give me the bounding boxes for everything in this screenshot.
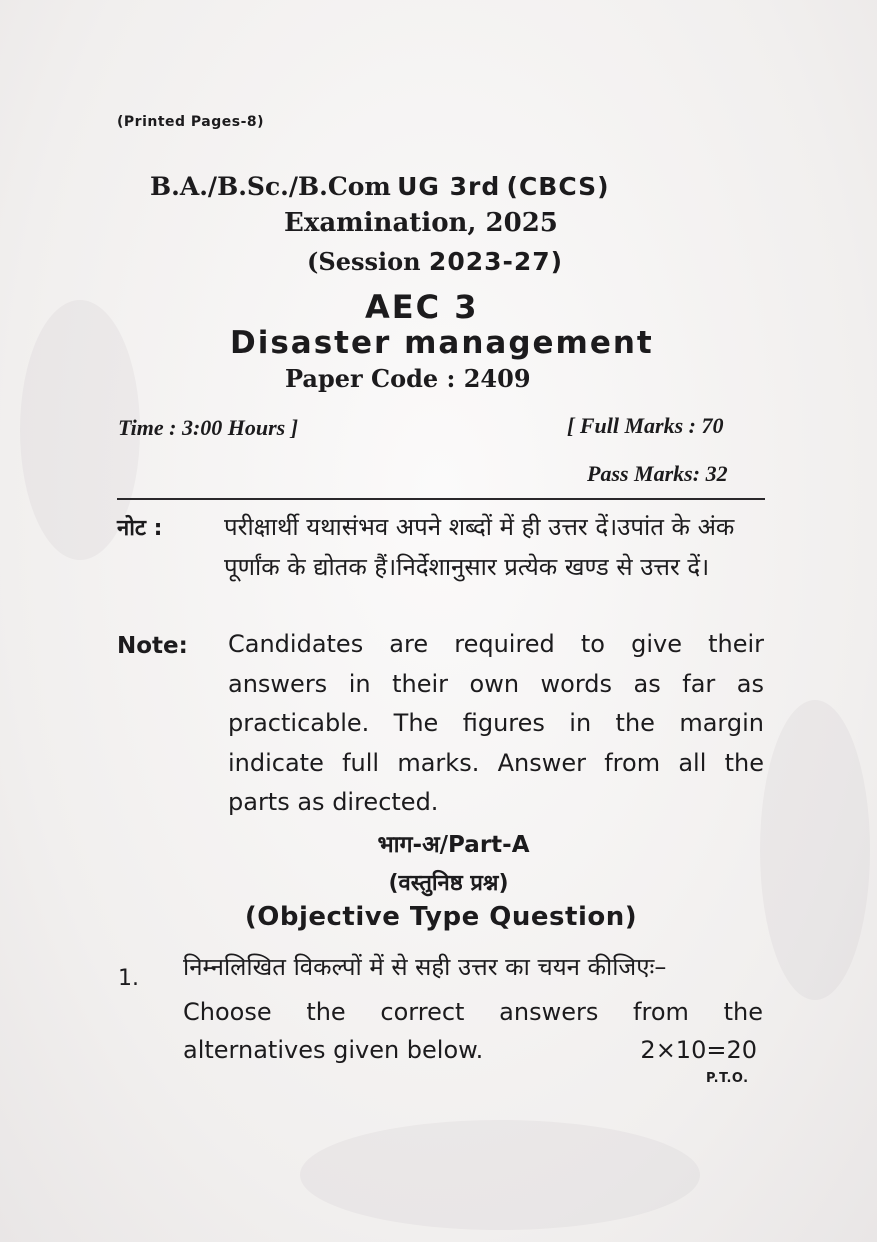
note-line: parts as directed. xyxy=(228,788,439,816)
pass-marks: Pass Marks: 32 xyxy=(587,461,728,486)
examination-year: Examination, 2025 xyxy=(284,208,558,238)
question-number: 1. xyxy=(118,966,139,991)
exam-time: Time : 3:00 Hours ] xyxy=(118,415,299,440)
paper-code: Paper Code : 2409 xyxy=(285,364,531,393)
english-note-text xyxy=(228,625,764,823)
paper-smudge xyxy=(300,1120,700,1230)
question-english-text xyxy=(183,993,763,1069)
english-note-label: Note: xyxy=(117,633,188,659)
session-line xyxy=(307,247,563,276)
level-text: UG 3rd xyxy=(397,172,501,201)
session-label: (Session xyxy=(307,247,421,276)
note-line: Candidates are required to give their xyxy=(228,630,764,658)
scheme-text: (CBCS) xyxy=(506,172,610,201)
question-hindi-text: निम्नलिखित विकल्पों में से सही उत्तर का चयन कीजिएः– xyxy=(183,953,667,981)
part-a-english-subtitle: (Objective Type Question) xyxy=(244,902,638,932)
note-line: answers in their own words as far as xyxy=(228,669,764,698)
printed-pages: (Printed Pages-8) xyxy=(117,114,265,130)
question-line: alternatives given below. xyxy=(183,1036,484,1064)
full-marks: [ Full Marks : 70 xyxy=(567,413,724,438)
session-years: 2023-27) xyxy=(428,247,564,276)
degrees-text: B.A./B.Sc./B.Com xyxy=(150,172,391,201)
header-divider xyxy=(117,498,765,500)
please-turn-over: P.T.O. xyxy=(706,1071,749,1086)
hindi-note-label: नोट : xyxy=(117,516,163,541)
note-line: indicate full marks. Answer from all the xyxy=(228,748,764,777)
exam-degree-line xyxy=(150,172,610,202)
question-line: Choose the correct answers from the xyxy=(183,998,763,1026)
subject-title: Disaster management xyxy=(230,325,654,361)
course-code: AEC 3 xyxy=(365,288,479,326)
hindi-note-text: परीक्षार्थी यथासंभव अपने शब्दों में ही उत्तर दें।उपांत के अंक पूर्णांक के द्योतक हैं।निर्देशानुसार प्रत्येक खण्ड से उत्तर दें। xyxy=(224,513,735,581)
question-marks: 2×10=20 xyxy=(640,1036,757,1064)
part-a-title: भाग-अ/Part-A xyxy=(377,832,530,858)
part-a-hindi-subtitle: (वस्तुनिष्ठ प्रश्न) xyxy=(388,871,509,896)
question-line-with-marks xyxy=(183,1031,763,1069)
note-line: practicable. The figures in the margin xyxy=(228,709,764,737)
